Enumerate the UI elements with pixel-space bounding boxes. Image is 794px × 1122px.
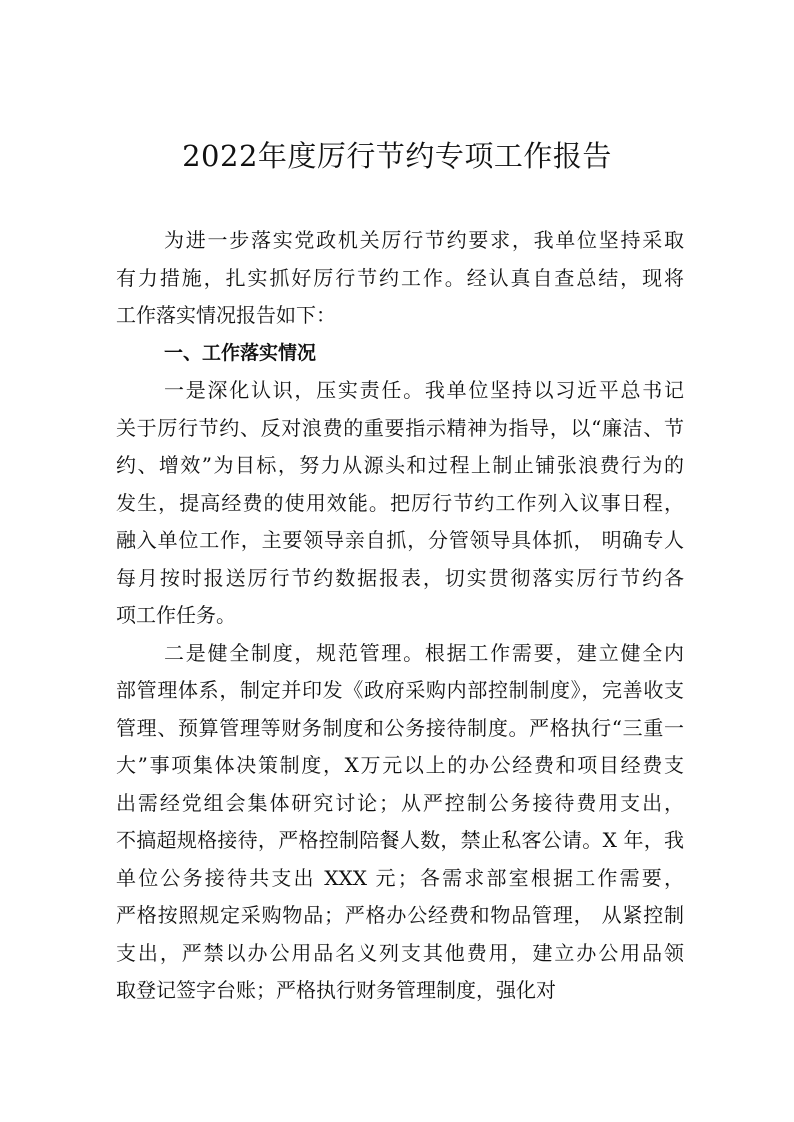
paragraph-line: 融入单位工作，主要领导亲自抓，分管领导具体抓， 明确专人 xyxy=(116,528,684,552)
paragraph-line: 每月按时报送厉行节约数据报表，切实贯彻落实厉行节约各 xyxy=(116,565,684,590)
paragraph-line: 严格按照规定采购物品；严格办公经费和物品管理， 从紧控制 xyxy=(116,903,684,927)
paragraph-line: 关于厉行节约、反对浪费的重要指示精神为指导，以“廉洁、节 xyxy=(116,415,684,440)
paragraph-line: 为进一步落实党政机关厉行节约要求，我单位坚持采取 xyxy=(164,228,684,252)
paragraph-line: 大”事项集体决策制度，X万元以上的办公经费和项目经费支 xyxy=(116,753,684,777)
paragraph-line: 二是健全制度，规范管理。根据工作需要，建立健全内 xyxy=(164,640,684,665)
document-title: 2022年度厉行节约专项工作报告 xyxy=(182,139,612,173)
paragraph-line: 支出，严禁以办公用品名义列支其他费用，建立办公用品领 xyxy=(116,940,684,965)
paragraph-line: 工作落实情况报告如下： xyxy=(116,303,336,327)
paragraph-line: 取登记签字台账；严格执行财务管理制度，强化对 xyxy=(116,978,556,1002)
paragraph-line: 有力措施，扎实抓好厉行节约工作。经认真自查总结，现将 xyxy=(116,265,684,290)
paragraph-line: 项工作任务。 xyxy=(116,603,236,627)
paragraph-line: 单位公务接待共支出 XXX 元；各需求部室根据工作需要， xyxy=(116,865,684,890)
paragraph-line: 管理、预算管理等财务制度和公务接待制度。严格执行“三重一 xyxy=(116,715,684,740)
document-body xyxy=(116,222,684,1010)
paragraph-line: 部管理体系，制定并印发《政府采购内部控制制度》，完善收支 xyxy=(116,678,684,702)
paragraph-line: 出需经党组会集体研究讨论；从严控制公务接待费用支出， xyxy=(116,790,684,815)
paragraph-line: 约、增效”为目标，努力从源头和过程上制止铺张浪费行为的 xyxy=(116,453,684,477)
paragraph-line: 一是深化认识，压实责任。我单位坚持以习近平总书记 xyxy=(164,378,684,402)
paragraph-line: 发生，提高经费的使用效能。把厉行节约工作列入议事日程， xyxy=(116,490,684,515)
section-heading: 一、工作落实情况 xyxy=(164,341,317,364)
paragraph-line: 不搞超规格接待，严格控制陪餐人数，禁止私客公请。X 年，我 xyxy=(116,828,684,852)
